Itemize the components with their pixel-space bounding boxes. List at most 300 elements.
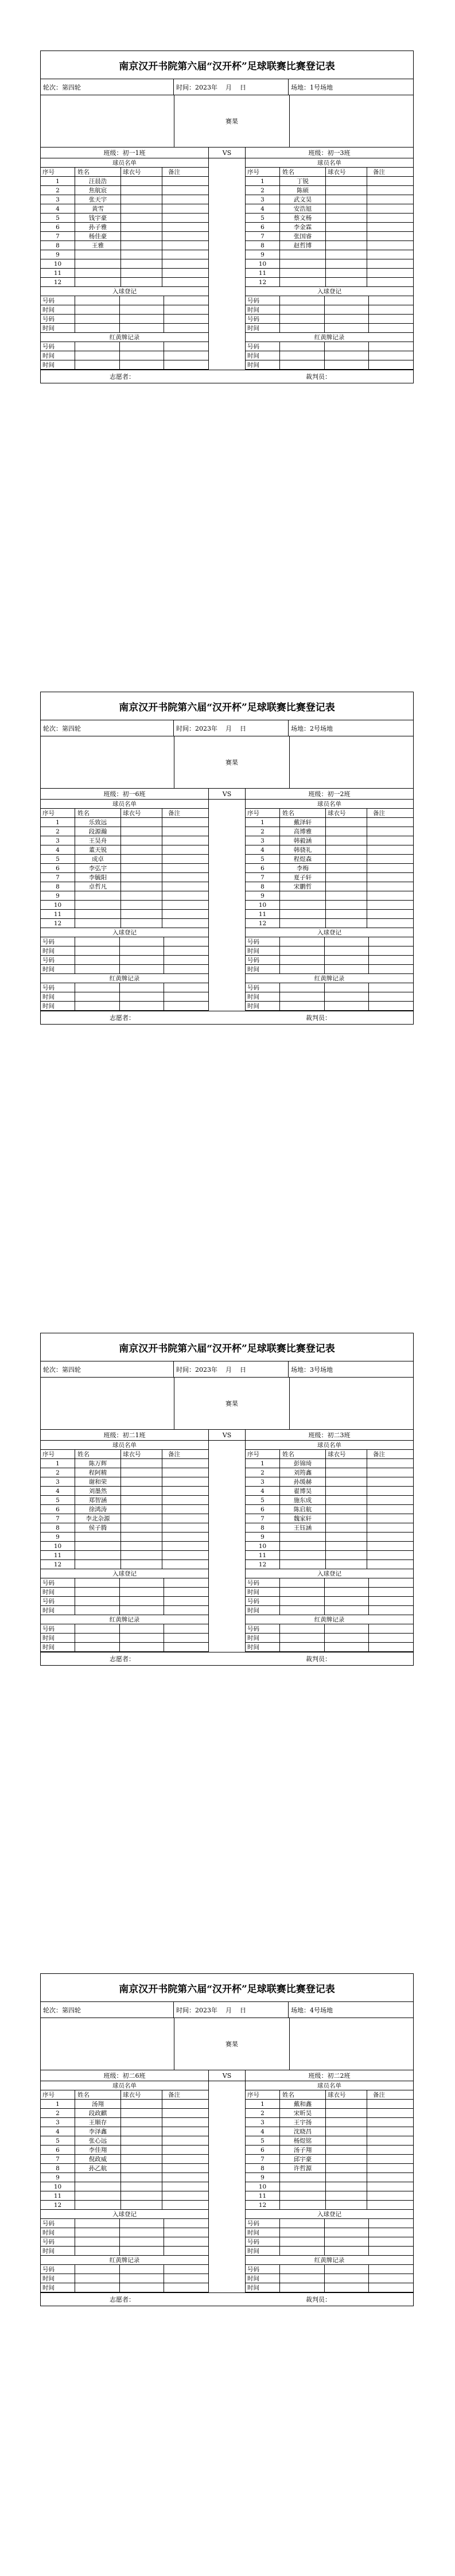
player-remark-cell[interactable] bbox=[367, 269, 413, 277]
player-remark-cell[interactable] bbox=[162, 1477, 208, 1486]
card-record-cell[interactable] bbox=[75, 1624, 120, 1633]
player-remark-cell[interactable] bbox=[367, 1459, 413, 1468]
card-record-cell[interactable] bbox=[120, 1643, 165, 1651]
card-record-cell[interactable] bbox=[164, 2274, 208, 2283]
volunteer-signature[interactable]: 志愿者： bbox=[110, 373, 135, 381]
away-score-cell[interactable] bbox=[290, 2018, 413, 2070]
goal-entry-cell[interactable] bbox=[325, 305, 370, 314]
goal-entry-cell[interactable] bbox=[120, 2237, 165, 2246]
card-record-cell[interactable] bbox=[325, 992, 370, 1001]
player-remark-cell[interactable] bbox=[162, 2146, 208, 2154]
card-record-cell[interactable] bbox=[325, 1643, 370, 1651]
card-record-cell[interactable] bbox=[75, 2274, 120, 2283]
card-record-cell[interactable] bbox=[369, 1634, 413, 1642]
goal-entry-cell[interactable] bbox=[325, 937, 370, 946]
player-jersey-cell[interactable] bbox=[121, 278, 162, 286]
goal-entry-cell[interactable] bbox=[120, 946, 165, 955]
player-jersey-cell[interactable] bbox=[121, 269, 162, 277]
card-record-cell[interactable] bbox=[369, 983, 413, 992]
goal-entry-cell[interactable] bbox=[164, 1578, 208, 1587]
goal-entry-cell[interactable] bbox=[164, 315, 208, 323]
goal-entry-cell[interactable] bbox=[164, 324, 208, 332]
player-jersey-cell[interactable] bbox=[326, 2118, 367, 2127]
player-jersey-cell[interactable] bbox=[121, 2136, 162, 2145]
player-remark-cell[interactable] bbox=[162, 2118, 208, 2127]
card-record-cell[interactable] bbox=[164, 983, 208, 992]
card-record-cell[interactable] bbox=[120, 1002, 165, 1010]
player-remark-cell[interactable] bbox=[162, 1505, 208, 1514]
card-record-cell[interactable] bbox=[369, 342, 413, 351]
player-remark-cell[interactable] bbox=[367, 2155, 413, 2163]
player-jersey-cell[interactable] bbox=[121, 232, 162, 240]
player-remark-cell[interactable] bbox=[367, 827, 413, 836]
player-remark-cell[interactable] bbox=[162, 2173, 208, 2182]
player-remark-cell[interactable] bbox=[367, 2164, 413, 2172]
goal-entry-cell[interactable] bbox=[280, 1606, 325, 1615]
card-record-cell[interactable] bbox=[280, 360, 325, 369]
player-jersey-cell[interactable] bbox=[121, 882, 162, 891]
player-jersey-cell[interactable] bbox=[326, 864, 367, 872]
card-record-cell[interactable] bbox=[369, 2283, 413, 2292]
goal-entry-cell[interactable] bbox=[325, 1597, 370, 1605]
player-jersey-cell[interactable] bbox=[326, 836, 367, 845]
goal-entry-cell[interactable] bbox=[369, 1597, 413, 1605]
goal-entry-cell[interactable] bbox=[75, 956, 120, 964]
player-remark-cell[interactable] bbox=[162, 2182, 208, 2191]
player-remark-cell[interactable] bbox=[367, 186, 413, 195]
goal-entry-cell[interactable] bbox=[75, 324, 120, 332]
card-record-cell[interactable] bbox=[369, 1643, 413, 1651]
goal-entry-cell[interactable] bbox=[280, 2247, 325, 2255]
player-remark-cell[interactable] bbox=[367, 223, 413, 231]
goal-entry-cell[interactable] bbox=[369, 965, 413, 973]
player-jersey-cell[interactable] bbox=[326, 204, 367, 213]
player-jersey-cell[interactable] bbox=[121, 864, 162, 872]
away-score-cell[interactable] bbox=[290, 736, 413, 788]
card-record-cell[interactable] bbox=[280, 2283, 325, 2292]
player-remark-cell[interactable] bbox=[367, 177, 413, 185]
card-record-cell[interactable] bbox=[325, 983, 370, 992]
card-record-cell[interactable] bbox=[75, 1002, 120, 1010]
card-record-cell[interactable] bbox=[120, 360, 165, 369]
goal-entry-cell[interactable] bbox=[369, 324, 413, 332]
goal-entry-cell[interactable] bbox=[325, 956, 370, 964]
goal-entry-cell[interactable] bbox=[325, 2237, 370, 2246]
goal-entry-cell[interactable] bbox=[369, 937, 413, 946]
goal-entry-cell[interactable] bbox=[369, 2219, 413, 2228]
goal-entry-cell[interactable] bbox=[164, 2219, 208, 2228]
goal-entry-cell[interactable] bbox=[325, 2228, 370, 2237]
goal-entry-cell[interactable] bbox=[75, 2219, 120, 2228]
player-remark-cell[interactable] bbox=[162, 1560, 208, 1569]
goal-entry-cell[interactable] bbox=[164, 2228, 208, 2237]
goal-entry-cell[interactable] bbox=[75, 2247, 120, 2255]
card-record-cell[interactable] bbox=[164, 992, 208, 1001]
card-record-cell[interactable] bbox=[280, 1634, 325, 1642]
match-time[interactable]: 时间：2023年 月 日 bbox=[174, 2002, 289, 2018]
player-remark-cell[interactable] bbox=[162, 919, 208, 928]
player-jersey-cell[interactable] bbox=[326, 2136, 367, 2145]
player-jersey-cell[interactable] bbox=[326, 855, 367, 863]
player-remark-cell[interactable] bbox=[162, 873, 208, 882]
player-jersey-cell[interactable] bbox=[121, 818, 162, 827]
card-record-cell[interactable] bbox=[75, 992, 120, 1001]
card-record-cell[interactable] bbox=[164, 1643, 208, 1651]
card-record-cell[interactable] bbox=[164, 342, 208, 351]
card-record-cell[interactable] bbox=[280, 983, 325, 992]
goal-entry-cell[interactable] bbox=[369, 1578, 413, 1587]
card-record-cell[interactable] bbox=[75, 2283, 120, 2292]
player-remark-cell[interactable] bbox=[162, 2109, 208, 2117]
card-record-cell[interactable] bbox=[120, 2274, 165, 2283]
card-record-cell[interactable] bbox=[280, 342, 325, 351]
player-jersey-cell[interactable] bbox=[326, 1514, 367, 1523]
player-remark-cell[interactable] bbox=[367, 204, 413, 213]
goal-entry-cell[interactable] bbox=[325, 1588, 370, 1596]
player-jersey-cell[interactable] bbox=[121, 2146, 162, 2154]
goal-entry-cell[interactable] bbox=[75, 296, 120, 305]
goal-entry-cell[interactable] bbox=[280, 2237, 325, 2246]
goal-entry-cell[interactable] bbox=[164, 296, 208, 305]
player-remark-cell[interactable] bbox=[367, 278, 413, 286]
player-remark-cell[interactable] bbox=[162, 845, 208, 854]
card-record-cell[interactable] bbox=[280, 992, 325, 1001]
goal-entry-cell[interactable] bbox=[164, 2237, 208, 2246]
goal-entry-cell[interactable] bbox=[325, 2219, 370, 2228]
player-remark-cell[interactable] bbox=[162, 223, 208, 231]
player-jersey-cell[interactable] bbox=[326, 2100, 367, 2108]
player-jersey-cell[interactable] bbox=[326, 919, 367, 928]
player-jersey-cell[interactable] bbox=[121, 2182, 162, 2191]
player-jersey-cell[interactable] bbox=[326, 232, 367, 240]
player-remark-cell[interactable] bbox=[367, 2146, 413, 2154]
card-record-cell[interactable] bbox=[164, 2265, 208, 2274]
card-record-cell[interactable] bbox=[164, 2283, 208, 2292]
goal-entry-cell[interactable] bbox=[120, 1578, 165, 1587]
card-record-cell[interactable] bbox=[75, 2265, 120, 2274]
goal-entry-cell[interactable] bbox=[280, 315, 325, 323]
player-jersey-cell[interactable] bbox=[326, 241, 367, 250]
player-jersey-cell[interactable] bbox=[326, 2173, 367, 2182]
player-jersey-cell[interactable] bbox=[326, 186, 367, 195]
player-jersey-cell[interactable] bbox=[326, 1551, 367, 1559]
card-record-cell[interactable] bbox=[164, 1002, 208, 1010]
player-remark-cell[interactable] bbox=[367, 919, 413, 928]
player-remark-cell[interactable] bbox=[367, 1477, 413, 1486]
player-remark-cell[interactable] bbox=[162, 2127, 208, 2136]
player-jersey-cell[interactable] bbox=[326, 1560, 367, 1569]
card-record-cell[interactable] bbox=[164, 360, 208, 369]
player-jersey-cell[interactable] bbox=[121, 1505, 162, 1514]
player-remark-cell[interactable] bbox=[367, 1514, 413, 1523]
player-remark-cell[interactable] bbox=[162, 1523, 208, 1532]
goal-entry-cell[interactable] bbox=[75, 965, 120, 973]
player-remark-cell[interactable] bbox=[162, 827, 208, 836]
player-remark-cell[interactable] bbox=[162, 278, 208, 286]
player-remark-cell[interactable] bbox=[162, 818, 208, 827]
card-record-cell[interactable] bbox=[325, 342, 370, 351]
player-remark-cell[interactable] bbox=[367, 901, 413, 909]
goal-entry-cell[interactable] bbox=[325, 1606, 370, 1615]
player-remark-cell[interactable] bbox=[162, 204, 208, 213]
card-record-cell[interactable] bbox=[75, 983, 120, 992]
player-remark-cell[interactable] bbox=[367, 882, 413, 891]
player-remark-cell[interactable] bbox=[162, 882, 208, 891]
goal-entry-cell[interactable] bbox=[369, 956, 413, 964]
player-remark-cell[interactable] bbox=[162, 250, 208, 259]
player-remark-cell[interactable] bbox=[367, 1533, 413, 1541]
goal-entry-cell[interactable] bbox=[75, 946, 120, 955]
goal-entry-cell[interactable] bbox=[369, 305, 413, 314]
player-jersey-cell[interactable] bbox=[121, 827, 162, 836]
match-time[interactable]: 时间：2023年 月 日 bbox=[174, 720, 289, 736]
card-record-cell[interactable] bbox=[120, 2283, 165, 2292]
card-record-cell[interactable] bbox=[280, 1624, 325, 1633]
player-remark-cell[interactable] bbox=[162, 2100, 208, 2108]
player-jersey-cell[interactable] bbox=[121, 177, 162, 185]
goal-entry-cell[interactable] bbox=[75, 1606, 120, 1615]
player-remark-cell[interactable] bbox=[162, 1487, 208, 1495]
player-remark-cell[interactable] bbox=[162, 901, 208, 909]
card-record-cell[interactable] bbox=[120, 992, 165, 1001]
card-record-cell[interactable] bbox=[369, 360, 413, 369]
goal-entry-cell[interactable] bbox=[369, 2237, 413, 2246]
player-jersey-cell[interactable] bbox=[121, 1542, 162, 1550]
player-jersey-cell[interactable] bbox=[121, 2173, 162, 2182]
card-record-cell[interactable] bbox=[280, 2274, 325, 2283]
card-record-cell[interactable] bbox=[280, 2265, 325, 2274]
goal-entry-cell[interactable] bbox=[280, 296, 325, 305]
player-remark-cell[interactable] bbox=[367, 2118, 413, 2127]
player-remark-cell[interactable] bbox=[367, 250, 413, 259]
goal-entry-cell[interactable] bbox=[120, 2219, 165, 2228]
player-jersey-cell[interactable] bbox=[121, 910, 162, 918]
goal-entry-cell[interactable] bbox=[75, 305, 120, 314]
player-jersey-cell[interactable] bbox=[121, 1533, 162, 1541]
player-jersey-cell[interactable] bbox=[326, 1533, 367, 1541]
card-record-cell[interactable] bbox=[164, 351, 208, 360]
goal-entry-cell[interactable] bbox=[280, 937, 325, 946]
player-remark-cell[interactable] bbox=[367, 1496, 413, 1504]
player-remark-cell[interactable] bbox=[162, 259, 208, 268]
player-jersey-cell[interactable] bbox=[121, 2164, 162, 2172]
player-remark-cell[interactable] bbox=[162, 855, 208, 863]
goal-entry-cell[interactable] bbox=[120, 315, 165, 323]
player-remark-cell[interactable] bbox=[367, 241, 413, 250]
goal-entry-cell[interactable] bbox=[369, 2228, 413, 2237]
goal-entry-cell[interactable] bbox=[280, 2228, 325, 2237]
goal-entry-cell[interactable] bbox=[325, 965, 370, 973]
player-jersey-cell[interactable] bbox=[326, 1523, 367, 1532]
goal-entry-cell[interactable] bbox=[164, 1597, 208, 1605]
player-jersey-cell[interactable] bbox=[121, 2191, 162, 2200]
player-jersey-cell[interactable] bbox=[326, 910, 367, 918]
player-remark-cell[interactable] bbox=[162, 186, 208, 195]
goal-entry-cell[interactable] bbox=[120, 1606, 165, 1615]
player-remark-cell[interactable] bbox=[367, 232, 413, 240]
player-remark-cell[interactable] bbox=[162, 1468, 208, 1477]
card-record-cell[interactable] bbox=[369, 992, 413, 1001]
player-remark-cell[interactable] bbox=[367, 2191, 413, 2200]
player-remark-cell[interactable] bbox=[367, 873, 413, 882]
home-score-cell[interactable] bbox=[41, 1378, 174, 1429]
player-remark-cell[interactable] bbox=[162, 177, 208, 185]
goal-entry-cell[interactable] bbox=[369, 2247, 413, 2255]
player-jersey-cell[interactable] bbox=[121, 250, 162, 259]
player-jersey-cell[interactable] bbox=[326, 214, 367, 222]
player-jersey-cell[interactable] bbox=[326, 2201, 367, 2209]
goal-entry-cell[interactable] bbox=[164, 1606, 208, 1615]
player-remark-cell[interactable] bbox=[162, 891, 208, 900]
player-jersey-cell[interactable] bbox=[121, 845, 162, 854]
player-jersey-cell[interactable] bbox=[121, 1496, 162, 1504]
player-remark-cell[interactable] bbox=[162, 1459, 208, 1468]
goal-entry-cell[interactable] bbox=[164, 965, 208, 973]
referee-signature[interactable]: 裁判员： bbox=[306, 2296, 331, 2303]
goal-entry-cell[interactable] bbox=[280, 946, 325, 955]
player-jersey-cell[interactable] bbox=[326, 882, 367, 891]
goal-entry-cell[interactable] bbox=[325, 2247, 370, 2255]
player-remark-cell[interactable] bbox=[162, 1551, 208, 1559]
goal-entry-cell[interactable] bbox=[280, 324, 325, 332]
player-remark-cell[interactable] bbox=[367, 1468, 413, 1477]
goal-entry-cell[interactable] bbox=[120, 937, 165, 946]
goal-entry-cell[interactable] bbox=[120, 296, 165, 305]
card-record-cell[interactable] bbox=[75, 1634, 120, 1642]
player-remark-cell[interactable] bbox=[367, 864, 413, 872]
player-jersey-cell[interactable] bbox=[121, 2155, 162, 2163]
card-record-cell[interactable] bbox=[120, 983, 165, 992]
player-remark-cell[interactable] bbox=[162, 1533, 208, 1541]
home-score-cell[interactable] bbox=[41, 736, 174, 788]
player-jersey-cell[interactable] bbox=[121, 1514, 162, 1523]
player-remark-cell[interactable] bbox=[162, 232, 208, 240]
player-remark-cell[interactable] bbox=[367, 2109, 413, 2117]
player-remark-cell[interactable] bbox=[367, 845, 413, 854]
player-jersey-cell[interactable] bbox=[121, 223, 162, 231]
card-record-cell[interactable] bbox=[75, 342, 120, 351]
goal-entry-cell[interactable] bbox=[325, 296, 370, 305]
away-score-cell[interactable] bbox=[290, 95, 413, 147]
card-record-cell[interactable] bbox=[280, 351, 325, 360]
goal-entry-cell[interactable] bbox=[120, 2247, 165, 2255]
player-jersey-cell[interactable] bbox=[326, 223, 367, 231]
player-jersey-cell[interactable] bbox=[121, 919, 162, 928]
card-record-cell[interactable] bbox=[75, 360, 120, 369]
goal-entry-cell[interactable] bbox=[280, 2219, 325, 2228]
goal-entry-cell[interactable] bbox=[75, 1578, 120, 1587]
player-jersey-cell[interactable] bbox=[121, 214, 162, 222]
player-jersey-cell[interactable] bbox=[326, 177, 367, 185]
goal-entry-cell[interactable] bbox=[369, 1606, 413, 1615]
goal-entry-cell[interactable] bbox=[75, 2228, 120, 2237]
goal-entry-cell[interactable] bbox=[164, 2247, 208, 2255]
goal-entry-cell[interactable] bbox=[164, 1588, 208, 1596]
player-jersey-cell[interactable] bbox=[326, 250, 367, 259]
player-remark-cell[interactable] bbox=[162, 241, 208, 250]
player-jersey-cell[interactable] bbox=[326, 891, 367, 900]
card-record-cell[interactable] bbox=[120, 1634, 165, 1642]
volunteer-signature[interactable]: 志愿者： bbox=[110, 2296, 135, 2303]
home-score-cell[interactable] bbox=[41, 95, 174, 147]
player-jersey-cell[interactable] bbox=[121, 873, 162, 882]
goal-entry-cell[interactable] bbox=[75, 1597, 120, 1605]
goal-entry-cell[interactable] bbox=[280, 305, 325, 314]
player-jersey-cell[interactable] bbox=[326, 2155, 367, 2163]
referee-signature[interactable]: 裁判员： bbox=[306, 373, 331, 381]
player-jersey-cell[interactable] bbox=[326, 2109, 367, 2117]
goal-entry-cell[interactable] bbox=[120, 2228, 165, 2237]
player-jersey-cell[interactable] bbox=[326, 2191, 367, 2200]
player-jersey-cell[interactable] bbox=[121, 1459, 162, 1468]
player-jersey-cell[interactable] bbox=[121, 1560, 162, 1569]
goal-entry-cell[interactable] bbox=[75, 315, 120, 323]
player-remark-cell[interactable] bbox=[367, 891, 413, 900]
goal-entry-cell[interactable] bbox=[120, 305, 165, 314]
player-jersey-cell[interactable] bbox=[121, 1477, 162, 1486]
player-jersey-cell[interactable] bbox=[326, 2164, 367, 2172]
card-record-cell[interactable] bbox=[325, 1002, 370, 1010]
player-jersey-cell[interactable] bbox=[326, 2146, 367, 2154]
goal-entry-cell[interactable] bbox=[164, 956, 208, 964]
card-record-cell[interactable] bbox=[325, 351, 370, 360]
card-record-cell[interactable] bbox=[369, 1002, 413, 1010]
player-jersey-cell[interactable] bbox=[121, 2109, 162, 2117]
away-score-cell[interactable] bbox=[290, 1378, 413, 1429]
player-jersey-cell[interactable] bbox=[326, 195, 367, 204]
match-time[interactable]: 时间：2023年 月 日 bbox=[174, 79, 289, 95]
player-remark-cell[interactable] bbox=[367, 2201, 413, 2209]
player-jersey-cell[interactable] bbox=[121, 836, 162, 845]
goal-entry-cell[interactable] bbox=[325, 946, 370, 955]
player-remark-cell[interactable] bbox=[162, 2164, 208, 2172]
goal-entry-cell[interactable] bbox=[280, 1597, 325, 1605]
goal-entry-cell[interactable] bbox=[280, 1578, 325, 1587]
player-remark-cell[interactable] bbox=[162, 2155, 208, 2163]
player-remark-cell[interactable] bbox=[162, 1514, 208, 1523]
volunteer-signature[interactable]: 志愿者： bbox=[110, 1014, 135, 1022]
card-record-cell[interactable] bbox=[325, 1634, 370, 1642]
goal-entry-cell[interactable] bbox=[280, 1588, 325, 1596]
volunteer-signature[interactable]: 志愿者： bbox=[110, 1655, 135, 1663]
card-record-cell[interactable] bbox=[280, 1643, 325, 1651]
player-remark-cell[interactable] bbox=[367, 1487, 413, 1495]
player-remark-cell[interactable] bbox=[162, 2136, 208, 2145]
player-remark-cell[interactable] bbox=[367, 2182, 413, 2191]
card-record-cell[interactable] bbox=[369, 2274, 413, 2283]
player-remark-cell[interactable] bbox=[367, 910, 413, 918]
goal-entry-cell[interactable] bbox=[120, 956, 165, 964]
card-record-cell[interactable] bbox=[75, 351, 120, 360]
player-remark-cell[interactable] bbox=[367, 1505, 413, 1514]
player-remark-cell[interactable] bbox=[367, 259, 413, 268]
player-remark-cell[interactable] bbox=[367, 2173, 413, 2182]
goal-entry-cell[interactable] bbox=[120, 1588, 165, 1596]
player-jersey-cell[interactable] bbox=[326, 901, 367, 909]
player-jersey-cell[interactable] bbox=[121, 901, 162, 909]
player-jersey-cell[interactable] bbox=[121, 2127, 162, 2136]
goal-entry-cell[interactable] bbox=[369, 296, 413, 305]
player-jersey-cell[interactable] bbox=[121, 2100, 162, 2108]
goal-entry-cell[interactable] bbox=[325, 1578, 370, 1587]
player-remark-cell[interactable] bbox=[162, 2191, 208, 2200]
goal-entry-cell[interactable] bbox=[164, 937, 208, 946]
card-record-cell[interactable] bbox=[120, 1624, 165, 1633]
player-jersey-cell[interactable] bbox=[121, 891, 162, 900]
card-record-cell[interactable] bbox=[325, 2265, 370, 2274]
goal-entry-cell[interactable] bbox=[164, 305, 208, 314]
player-remark-cell[interactable] bbox=[162, 864, 208, 872]
